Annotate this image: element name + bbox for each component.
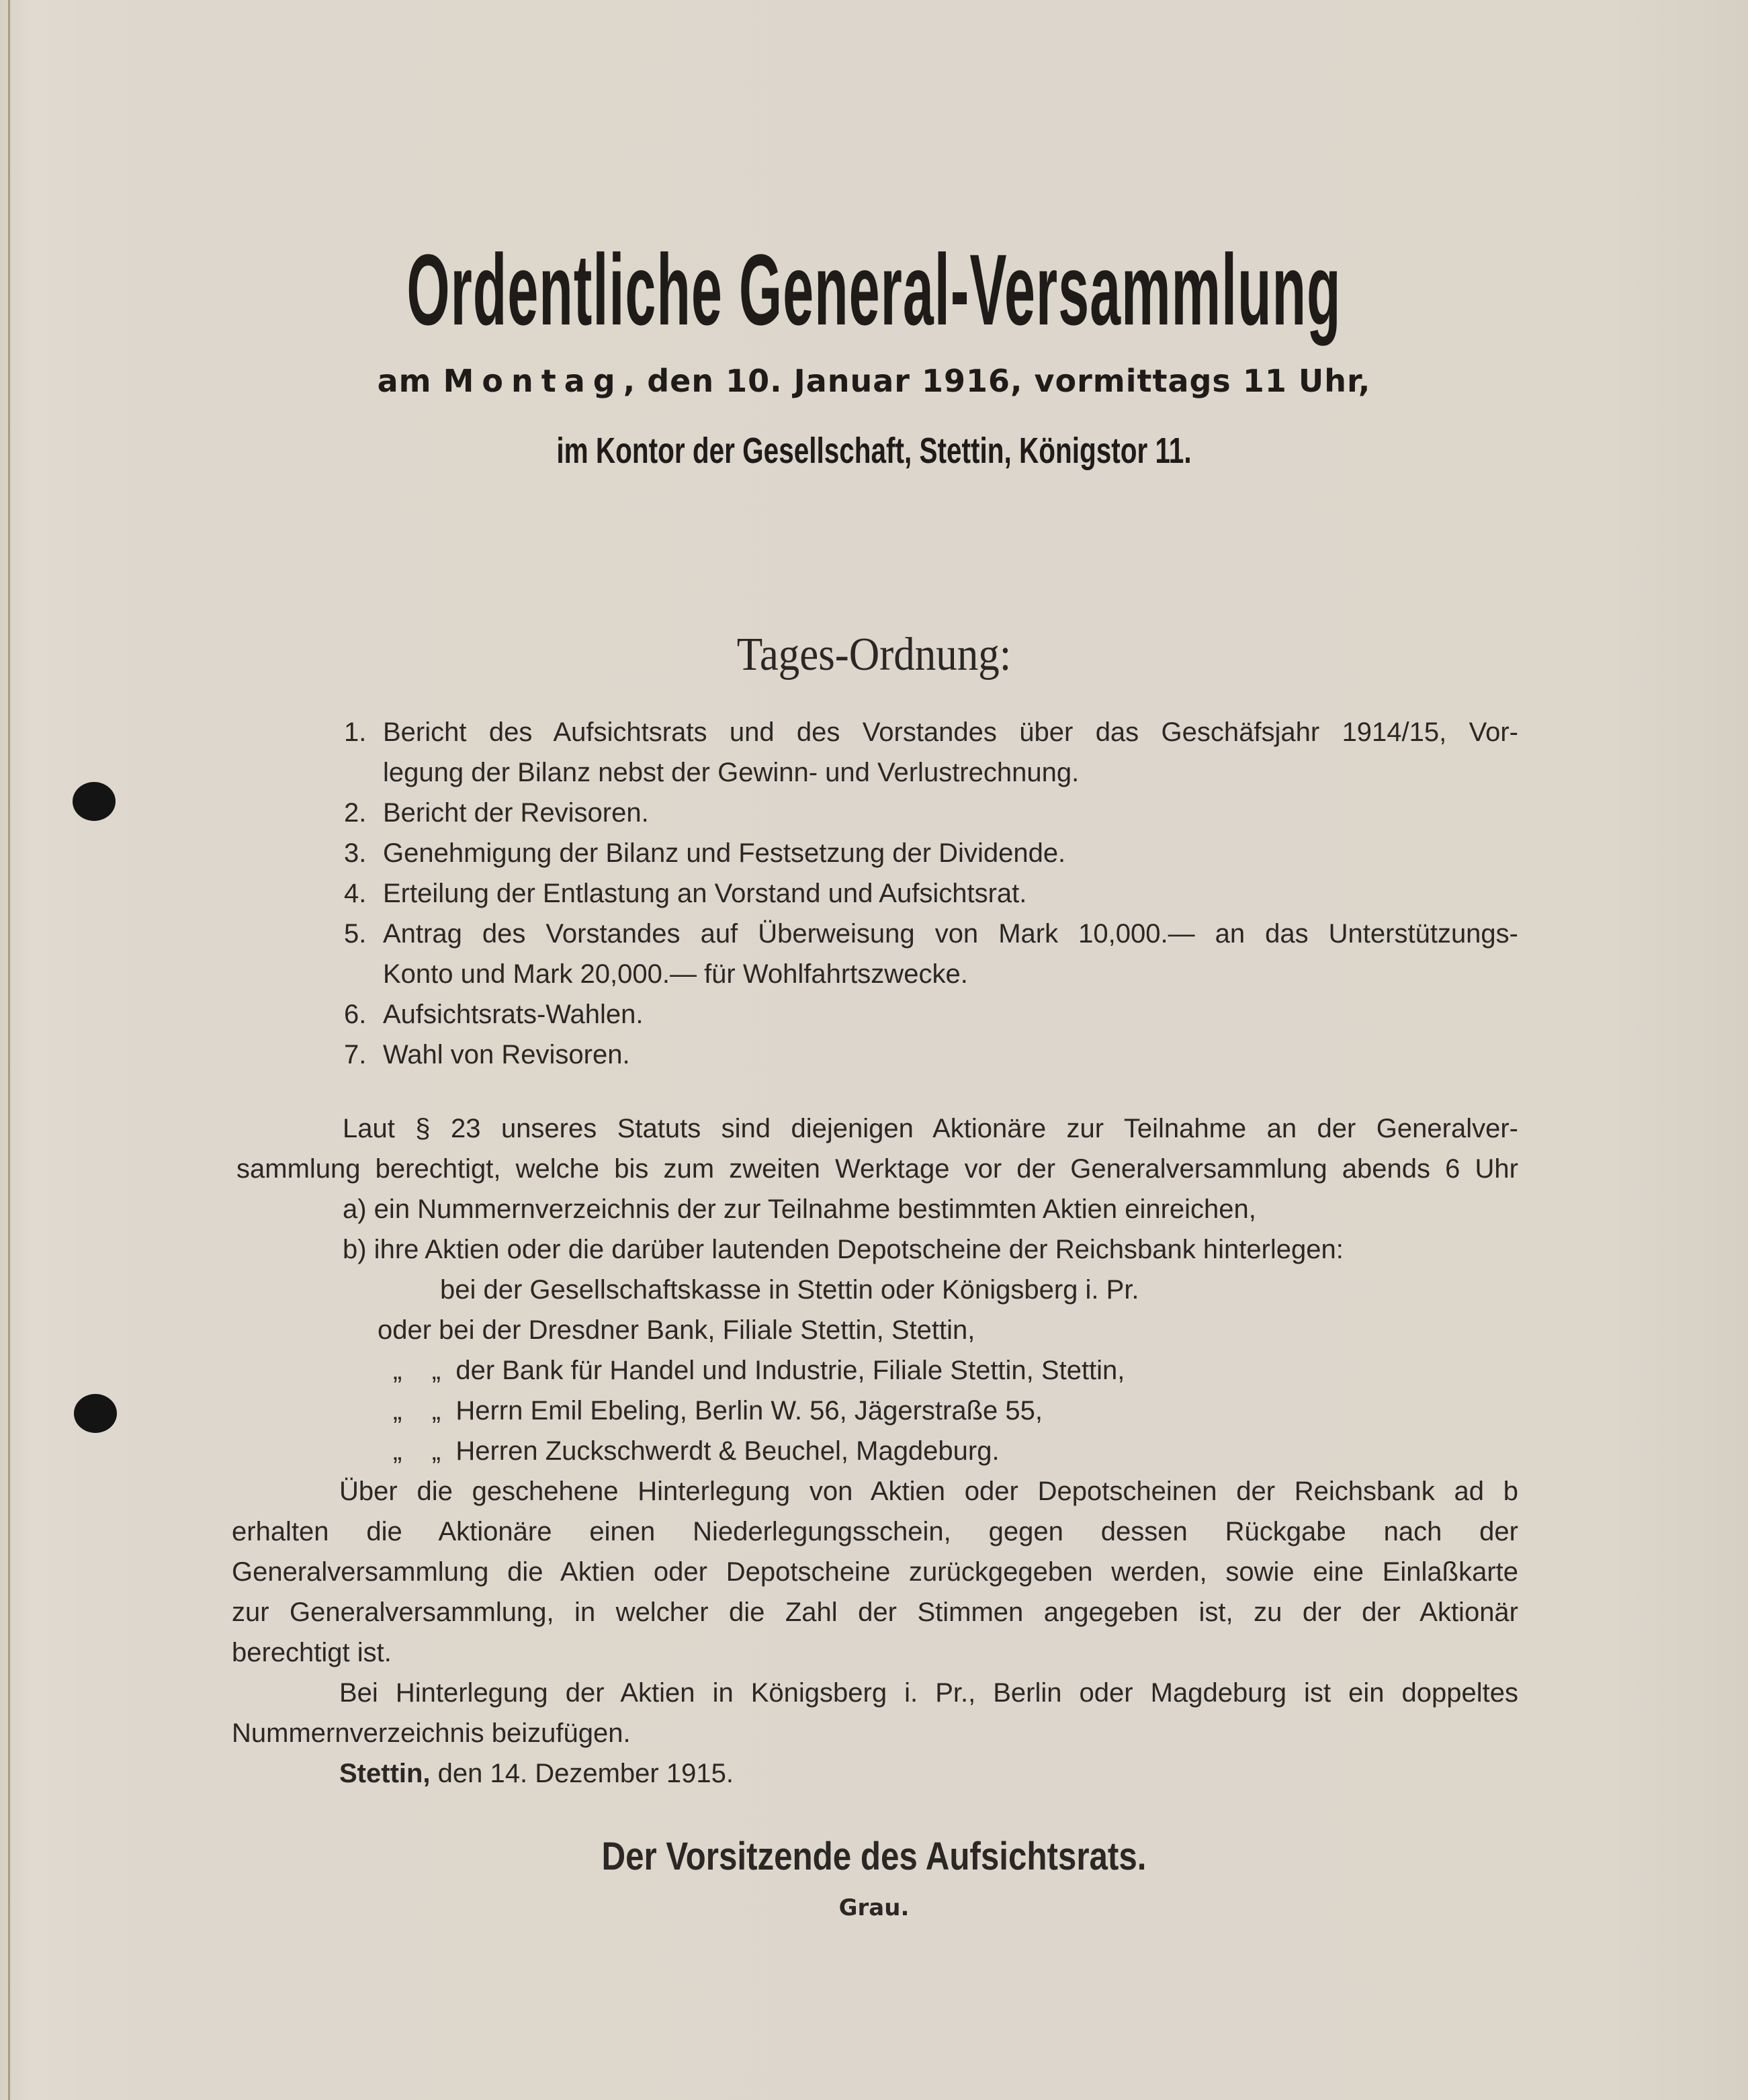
date-rest: , den 10. Januar 1916, vormittags 11 Uhr, — [623, 363, 1371, 399]
agenda-heading: Tages-Ordnung: — [736, 629, 1012, 681]
notice-title: Ordentliche General-Versammlung — [406, 233, 1342, 346]
deposit-place: bei der Gesellschaftskasse in Stettin oder Königsberg i. Pr. — [440, 1275, 1139, 1305]
weekday: Montag — [443, 363, 623, 399]
statute-option-b: b) ihre Aktien oder die darüber lautenden Depotscheine der Reichsbank hinterlegen: — [343, 1235, 1344, 1264]
deposit-place: „ „ Herren Zuckschwerdt & Beuchel, Magdeburg. — [393, 1436, 1000, 1466]
agenda-item-number: 7. — [344, 1040, 367, 1069]
date: den 14. Dezember 1915. — [430, 1759, 734, 1788]
agenda-item-number: 3. — [344, 838, 367, 868]
date-prefix: am — [377, 363, 443, 399]
signer-name: Grau. — [838, 1894, 910, 1921]
receipt-line: berechtigt ist. — [232, 1638, 392, 1667]
meeting-date-line — [0, 363, 1748, 399]
punch-hole — [73, 782, 116, 821]
receipt-line: zur Generalversammlung, in welcher die Zahl der Stimmen angegeben ist, zu der der Aktionär — [232, 1598, 1518, 1627]
agenda-item-text: Genehmigung der Bilanz und Festsetzung der Dividende. — [383, 838, 1066, 868]
statute-line: sammlung berechtigt, welche bis zum zweiten Werktage vor der Generalversammlung abends 6 Uhr — [236, 1154, 1518, 1184]
receipt-line: Generalversammlung die Aktien oder Depotscheine zurückgegeben werden, sowie eine Einlaßkarte — [232, 1557, 1518, 1587]
agenda-item-text: Antrag des Vorstandes auf Überweisung von Mark 10,000.— an das Unterstützungs- — [383, 919, 1518, 949]
receipt-line: erhalten die Aktionäre einen Niederlegungsschein, gegen dessen Rückgabe nach der — [232, 1517, 1518, 1546]
agenda-item-number: 1. — [344, 717, 367, 747]
duplicate-line: Nummernverzeichnis beizufügen. — [232, 1718, 631, 1748]
duplicate-line: Bei Hinterlegung der Aktien in Königsberg i. Pr., Berlin oder Magdeburg ist ein doppeltes — [339, 1678, 1518, 1708]
signature-title: Der Vorsitzende des Aufsichtsrats. — [601, 1835, 1147, 1878]
statute-line: Laut § 23 unseres Statuts sind diejenigen Aktionäre zur Teilnahme an der Generalver- — [343, 1114, 1518, 1143]
statute-option-a: a) ein Nummernverzeichnis der zur Teilnahme bestimmten Aktien einreichen, — [343, 1194, 1256, 1224]
deposit-place: oder bei der Dresdner Bank, Filiale Stettin, Stettin, — [378, 1315, 975, 1345]
agenda-item-text: Aufsichtsrats-Wahlen. — [383, 1000, 644, 1029]
meeting-location-line: im Kontor der Gesellschaft, Stettin, Königstor 11. — [556, 431, 1192, 471]
agenda-item-text: Erteilung der Entlastung an Vorstand und Aufsichtsrat. — [383, 879, 1027, 908]
deposit-place: „ „ Herrn Emil Ebeling, Berlin W. 56, Jägerstraße 55, — [393, 1396, 1043, 1426]
place-date-line — [339, 1753, 734, 1794]
punch-hole — [74, 1394, 117, 1433]
agenda-item-text: Wahl von Revisoren. — [383, 1040, 630, 1069]
binding-edge — [8, 0, 10, 2100]
agenda-item-number: 4. — [344, 879, 367, 908]
agenda-item-text: Konto und Mark 20,000.— für Wohlfahrtszwecke. — [383, 959, 968, 989]
agenda-item-text: Bericht der Revisoren. — [383, 798, 649, 828]
agenda-item-number: 2. — [344, 798, 367, 828]
deposit-place: „ „ der Bank für Handel und Industrie, Filiale Stettin, Stettin, — [393, 1356, 1125, 1385]
agenda-item-text: Bericht des Aufsichtsrats und des Vorstandes über das Geschäfsjahr 1914/15, Vor- — [383, 717, 1518, 747]
agenda-item-text: legung der Bilanz nebst der Gewinn- und Verlustrechnung. — [383, 758, 1080, 787]
receipt-line: Über die geschehene Hinterlegung von Aktien oder Depotscheinen der Reichsbank ad b — [339, 1477, 1518, 1506]
agenda-item-number: 6. — [344, 1000, 367, 1029]
place: Stettin, — [339, 1759, 431, 1788]
agenda-item-number: 5. — [344, 919, 367, 949]
